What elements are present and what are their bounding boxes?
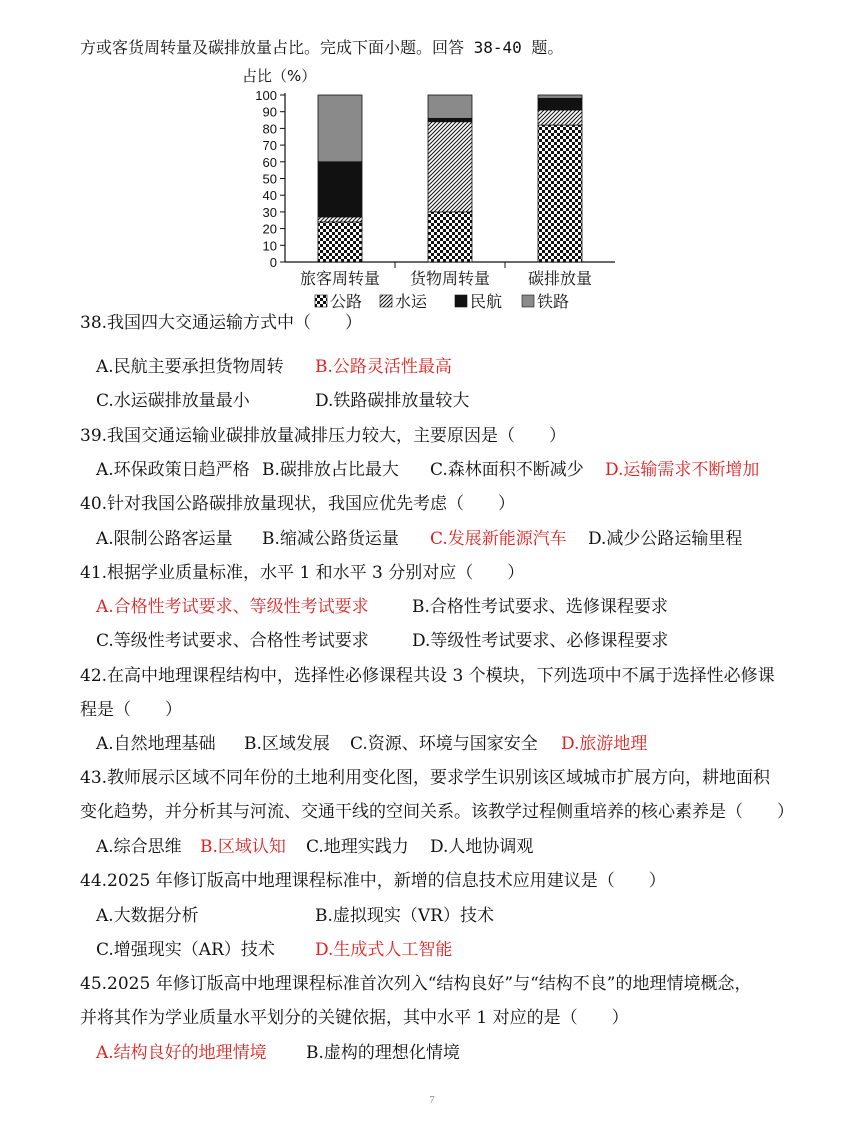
answer-option-correct: A.合格性考试要求、等级性考试要求 <box>96 597 369 617</box>
x-tick-label: 旅客周转量 <box>299 269 381 288</box>
answer-option: A.综合思维 <box>96 837 182 857</box>
answer-option: D.铁路碳排放量较大 <box>315 391 470 411</box>
question-stem: 44.2025 年修订版高中地理课程标准中，新增的信息技术应用建议是（ ） <box>80 871 666 891</box>
answer-option: A.环保政策日趋严格 <box>96 460 250 480</box>
y-axis-label: 占比（%） <box>242 67 317 85</box>
answer-option: A.自然地理基础 <box>96 734 216 754</box>
bar-segment-铁路 <box>318 95 362 162</box>
answer-option-correct: B.公路灵活性最高 <box>315 357 452 377</box>
question-stem: 程是（ ） <box>80 700 182 720</box>
bar-segment-铁路 <box>428 95 472 118</box>
answer-option: C.等级性考试要求、合格性考试要求 <box>96 631 369 651</box>
y-tick-label: 80 <box>262 121 277 137</box>
question-stem: 38.我国四大交通运输方式中（ ） <box>80 313 363 333</box>
question-stem: 43.教师展示区域不同年份的土地利用变化图，要求学生识别该区域城市扩展方向，耕地面积 <box>80 768 771 788</box>
legend-swatch-水运 <box>380 295 392 307</box>
stacked-bar-chart <box>230 64 630 316</box>
question-stem: 41.根据学业质量标准，水平 1 和水平 3 分别对应（ ） <box>80 563 525 583</box>
question-stem: 45.2025 年修订版高中地理课程标准首次列入“结构良好”与“结构不良”的地理情境概念， <box>80 974 752 994</box>
answer-option: C.森林面积不断减少 <box>430 460 584 480</box>
answer-option-correct: A.结构良好的地理情境 <box>96 1043 267 1063</box>
question-stem: 并将其作为学业质量水平划分的关键依据，其中水平 1 对应的是（ ） <box>80 1008 629 1028</box>
answer-option-correct: D.运输需求不断增加 <box>605 460 760 480</box>
question-stem: 变化趋势，并分析其与河流、交通干线的空间关系。该教学过程侧重培养的核心素养是（ ） <box>80 802 794 822</box>
bar-segment-水运 <box>318 217 362 222</box>
bar-segment-铁路 <box>538 95 582 98</box>
bar-segment-公路 <box>428 212 472 262</box>
question-stem: 42.在高中地理课程结构中，选择性必修课程共设 3 个模块，下列选项中不属于选择性必修课 <box>80 666 775 686</box>
answer-option: A.限制公路客运量 <box>96 529 233 549</box>
bar-segment-民航 <box>538 98 582 110</box>
answer-option: C.资源、环境与国家安全 <box>350 734 538 754</box>
answer-option-correct: D.旅游地理 <box>561 734 648 754</box>
answer-option-correct: C.发展新能源汽车 <box>430 529 567 549</box>
answer-option: B.缩减公路货运量 <box>262 529 399 549</box>
y-tick-label: 20 <box>262 221 277 237</box>
question-stem: 39.我国交通运输业碳排放量减排压力较大，主要原因是（ ） <box>80 426 567 446</box>
answer-option: B.虚构的理想化情境 <box>306 1043 460 1063</box>
answer-option: C.增强现实（AR）技术 <box>96 940 275 960</box>
legend-label: 民航 <box>470 292 503 311</box>
bar-segment-水运 <box>538 110 582 125</box>
y-tick-label: 60 <box>262 154 277 170</box>
answer-option: D.人地协调观 <box>430 837 534 857</box>
x-tick-label: 货物周转量 <box>409 269 491 288</box>
bar-segment-民航 <box>428 118 472 121</box>
answer-option: B.合格性考试要求、选修课程要求 <box>412 597 668 617</box>
answer-option: D.减少公路运输里程 <box>588 529 743 549</box>
intro-text: 方或客货周转量及碳排放量占比。完成下面小题。回答 38-40 题。 <box>80 38 564 57</box>
y-tick-label: 50 <box>262 171 277 187</box>
answer-option: B.区域发展 <box>244 734 330 754</box>
legend-swatch-民航 <box>455 295 467 307</box>
answer-option: A.大数据分析 <box>96 906 199 926</box>
answer-option-correct: D.生成式人工智能 <box>315 940 453 960</box>
legend-label: 铁路 <box>537 292 570 311</box>
answer-option-correct: B.区域认知 <box>200 837 286 857</box>
answer-option: A.民航主要承担货物周转 <box>96 357 284 377</box>
y-tick-label: 40 <box>262 188 277 204</box>
y-tick-label: 70 <box>262 138 277 154</box>
y-tick-label: 90 <box>262 104 277 120</box>
answer-option: D.等级性考试要求、必修课程要求 <box>412 631 669 651</box>
answer-option: B.碳排放占比最大 <box>262 460 399 480</box>
question-stem: 40.针对我国公路碳排放量现状，我国应优先考虑（ ） <box>80 494 516 514</box>
legend-swatch-铁路 <box>522 295 534 307</box>
y-tick-label: 0 <box>269 255 277 270</box>
legend-label: 水运 <box>395 292 428 311</box>
legend-label: 公路 <box>330 292 363 311</box>
bar-segment-水运 <box>428 122 472 212</box>
answer-option: C.地理实践力 <box>306 837 409 857</box>
bar-segment-民航 <box>318 162 362 217</box>
bar-segment-公路 <box>318 222 362 262</box>
y-tick-label: 100 <box>255 88 277 103</box>
y-tick-label: 30 <box>262 204 277 220</box>
answer-option: C.水运碳排放量最小 <box>96 391 250 411</box>
y-tick-label: 10 <box>262 238 277 254</box>
x-tick-label: 碳排放量 <box>527 269 593 288</box>
legend-swatch-公路 <box>315 295 327 307</box>
bar-segment-公路 <box>538 125 582 262</box>
page-number: 7 <box>429 1094 435 1106</box>
answer-option: B.虚拟现实（VR）技术 <box>315 906 494 926</box>
